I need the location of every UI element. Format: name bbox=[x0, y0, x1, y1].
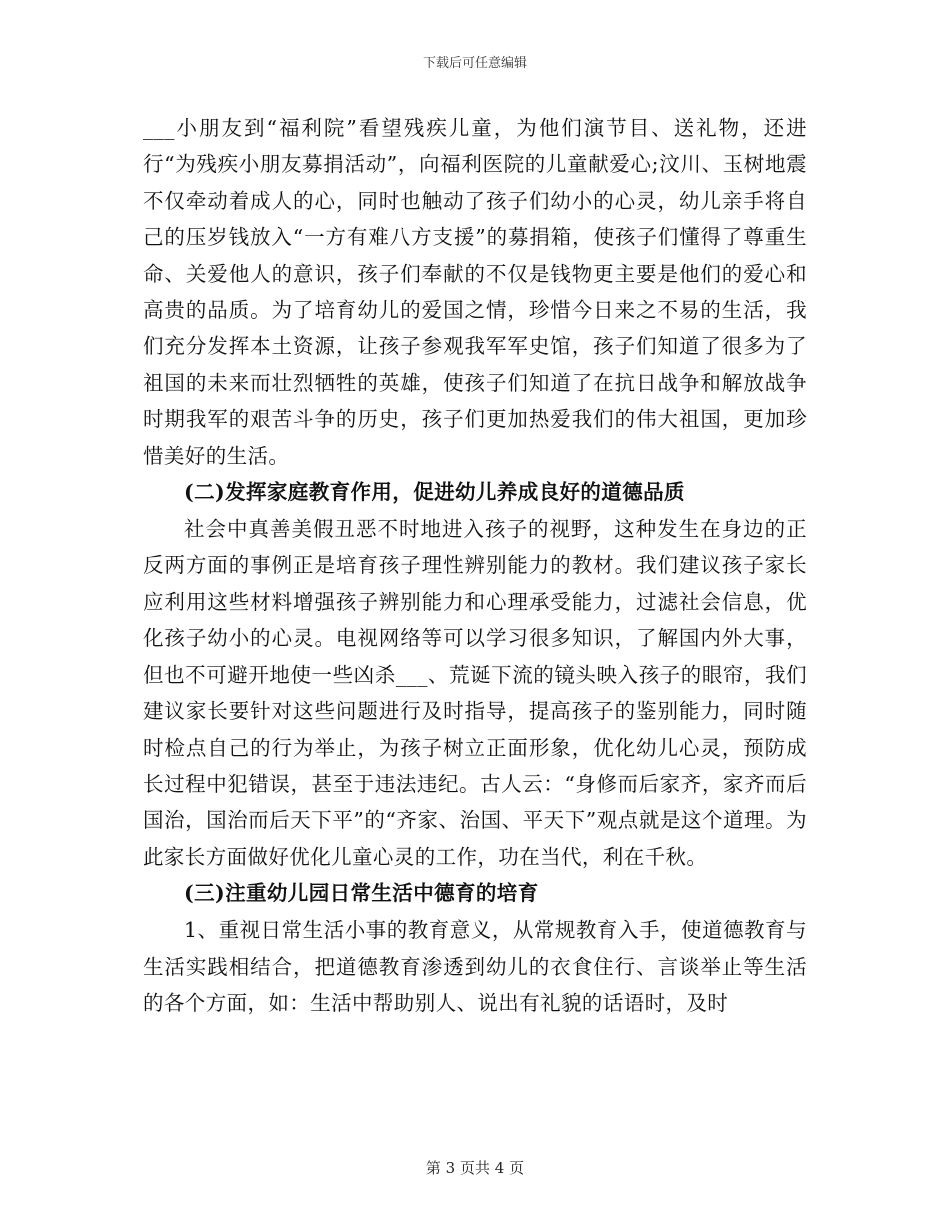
page-footer: 第 3 页共 4 页 bbox=[425, 1159, 525, 1177]
page-header: 下载后可任意编辑 bbox=[422, 56, 527, 71]
document-body bbox=[143, 110, 807, 1021]
paragraph-daily-life: 1、重视日常生活小事的教育意义，从常规教育入手，使道德教育与生活实践相结合，把道德教育渗透到幼儿的衣食住行、言谈举止等生活的各个方面，如：生活中帮助别人、说出有礼貌的话语时，及时 bbox=[143, 918, 807, 1015]
paragraph-family-education: 社会中真善美假丑恶不时地进入孩子的视野，这种发生在身边的正反两方面的事例正是培育孩子理性辨别能力的教材。我们建议孩子家长应利用这些材料增强孩子辨别能力和心理承受能力，过滤社会信息，优化孩子幼小的心灵。电视网络等可以学习很多知识，了解国内外大事，但也不可避开地使一些凶杀___、荒诞下流的镜头映入孩子的眼帘，我们建议家长要针对这些问题进行及时指导，提高孩子的鉴别能力，同时随时检点自己的行为举止，为孩子树立正面形象，优化幼儿心灵，预防成长过程中犯错误，甚至于违法违纪。古人云：“身修而后家齐，家齐而后国治，国治而后天下平”的“齐家、治国、平天下”观点就是这个道理。为此家长方面做好优化儿童心灵的工作，功在当代，利在千秋。 bbox=[143, 517, 807, 869]
section-heading-daily-life: (三)注重幼儿园日常生活中德育的培育 bbox=[184, 881, 539, 906]
paragraph-continuation: ___小朋友到“福利院”看望残疾儿童，为他们演节目、送礼物，还进行“为残疾小朋友募捐活动”，向福利医院的儿童献爱心;汶川、玉树地震不仅牵动着成人的心，同时也触动了孩子们幼小的心灵，幼儿亲手将自己的压岁钱放入“一方有难八方支援”的募捐箱，使孩子们懂得了尊重生命、关爱他人的意识，孩子们奉献的不仅是钱物更主要是他们的爱心和高贵的品质。为了培育幼儿的爱国之情，珍惜今日来之不易的生活，我们充分发挥本土资源，让孩子参观我军军史馆，孩子们知道了很多为了祖国的未来而壮烈牺牲的英雄，使孩子们知道了在抗日战争和解放战争时期我军的艰苦斗争的历史，孩子们更加热爱我们的伟大祖国，更加珍惜美好的生活。 bbox=[143, 116, 807, 468]
section-heading-family-education: (二)发挥家庭教育作用，促进幼儿养成良好的道德品质 bbox=[184, 480, 685, 505]
